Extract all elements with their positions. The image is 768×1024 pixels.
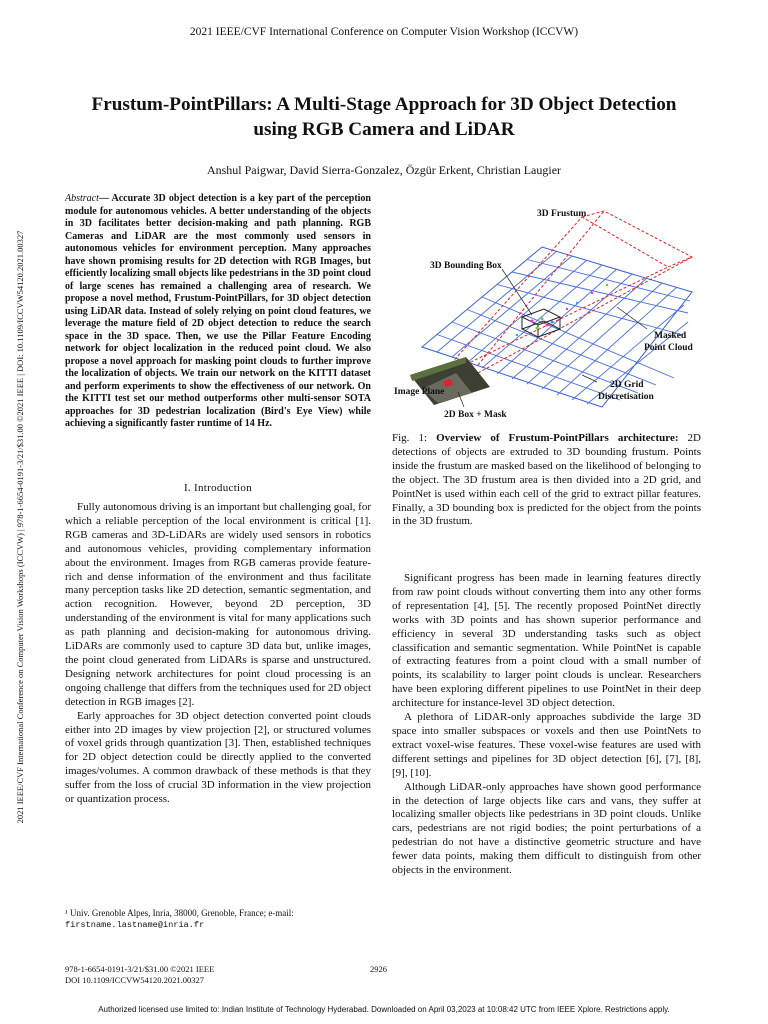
footer-identifiers <box>65 964 214 985</box>
label-3d-bounding-box: 3D Bounding Box <box>430 261 502 271</box>
abstract-label: Abstract <box>65 193 99 204</box>
label-image-plane: Image Plane <box>394 387 445 397</box>
label-3d-frustum: 3D Frustum <box>537 209 587 219</box>
caption-bold: Overview of Frustum-PointPillars architecture: <box>436 432 679 444</box>
figure-1-illustration <box>392 197 701 419</box>
abstract <box>65 193 371 431</box>
abstract-text: — Accurate 3D object detection is a key part of the perception module for autonomous vehicles. A better understanding of the objects in 3D facilitates better decision-making and path planning. RGB Cameras and LiDAR are the most commonly used sensors in autonomous vehicles for environment perception. Many approaches have shown promising results for 2D detection with RGB Images, but efficiently localizing small objects like pedestrians in the 3D point cloud of large scenes has remained a challenging area of research. We propose a novel method, Frustum-PointPillars, for 3D object detection using LiDAR data. Instead of solely relying on point cloud features, we leverage the mature field of 2D object detection to reduce the search space in the 3D space. Then, we use the Pillar Feature Encoding network for object localization in the reduced point cloud. We also propose a novel approach for masking point clouds to further improve the localization of objects. We train our network on the KITTI dataset and perform experiments to show the effectiveness of our network. On the KITTI test set our method outperforms other multi-sensor SOTA approaches for 3D pedestrian localization (Bird's Eye View) while achieving a significantly faster runtime of 14 Hz. <box>65 193 371 429</box>
left-column-body <box>65 501 371 807</box>
right-column-body <box>392 572 701 878</box>
paragraph: Early approaches for 3D object detection converted point clouds either into 2D images by view projection [2], or structured volumes of voxel grids through quantization [3]. Then, established techniques for 2D object detection could be directly applied to the converted images/volumes. A common drawback of these methods is that they suffer from the loss of crucial 3D information in the view projection or quantization process. <box>65 709 371 806</box>
label-masked: Masked <box>654 331 687 341</box>
figure-1 <box>392 197 701 419</box>
label-2d-box-mask: 2D Box + Mask <box>444 410 507 419</box>
title-line-2: using RGB Camera and LiDAR <box>253 119 515 140</box>
sidebar-citation: 2021 IEEE/CVF International Conference on Computer Vision Workshops (ICCVW) | 978-1-6654-0191-3/21/$31.00 ©2021 IEEE | DOI: 10.1109/ICCVW54120.2021.00327 <box>15 230 25 824</box>
download-notice: Authorized licensed use limited to: Indian Institute of Technology Hyderabad. Downloaded on April 03,2023 at 10:08:42 UTC from IEEE Xplore. Restrictions apply. <box>98 1005 670 1014</box>
footer-doi: DOI 10.1109/ICCVW54120.2021.00327 <box>65 974 204 985</box>
label-discretisation: Discretisation <box>598 392 654 402</box>
footnote-email: firstname.lastname@inria.fr <box>65 919 205 930</box>
caption-text: 2D detections of objects are extruded to 3D bounding frustum. Points inside the frustum are masked based on the likelihood of belonging to the object. The 3D frustum area is then divided into a 2D grid, and PointNet is used within each cell of the grid to extract pillar features. Finally, a 3D bounding box is predicted for the object from the points in the 3D frustum. <box>392 432 701 528</box>
author-list: Anshul Paigwar, David Sierra-Gonzalez, Özgür Erkent, Christian Laugier <box>206 163 562 177</box>
page-number: 2926 <box>370 964 387 974</box>
footnote-text: ¹ Univ. Grenoble Alpes, Inria, 38000, Grenoble, France; e-mail: <box>65 908 294 918</box>
label-point-cloud: Point Cloud <box>644 343 693 353</box>
label-2d-grid: 2D Grid <box>610 380 644 390</box>
figure-1-caption <box>392 432 701 529</box>
paragraph: A plethora of LiDAR-only approaches subdivide the large 3D space into smaller subspaces or voxels and then use PointNets to extract voxel-wise features. These voxel-wise features are used with different settings and pipelines for 3D object detection [6], [7], [8], [9], [10]. <box>392 711 701 779</box>
paragraph: Although LiDAR-only approaches have shown good performance in the detection of large objects like cars and vans, they suffer at localizing smaller objects like pedestrians in 3D point clouds. Unlike cars, pedestrians are not rigid bodies; the point perturbations of a pedestrian do not have a distinctive geometric structure and have fewer data points, making them difficult to distinguish from other objects in the environment. <box>392 780 701 877</box>
paragraph: Significant progress has been made in learning features directly from raw point clouds without converting them into any other forms of representation [4], [5]. The recently proposed PointNet directly works with 3D points and has shown superior performance and efficiency in several 3D understanding tasks such as object classification and semantic segmentation. While PointNet is capable of extracting features from a point cloud with a small number of points, its scalability to larger point clouds is unclear. Researchers have been exploring different pipelines to use PointNet in their deep architecture for instance-level 3D object detection. <box>392 572 701 710</box>
conference-header: 2021 IEEE/CVF International Conference on Computer Vision Workshop (ICCVW) <box>189 26 579 38</box>
caption-prefix: Fig. 1: <box>392 432 437 444</box>
paragraph: Fully autonomous driving is an important but challenging goal, for which a reliable perception of the local environment is critical [1]. RGB cameras and 3D-LiDARs are widely used sensors in robotics and autonomous vehicles, providing complementary information about the environment. Images from RGB cameras provide feature-rich and dense information of the environment and thus facilitate many perception tasks like 2D detection, semantic segmentation, and action recognition. However, beyond 2D perception, 3D understanding of the environment is vital for many applications such as path planning and decision-making for autonomous driving. LiDARs are commonly used to capture 3D data but, unlike images, the point cloud generated from LiDARs is sparse and unstructured. Designing network architectures for point cloud processing is an ongoing challenge that differs from the techniques used for 2D object detection in RGB images [2]. <box>65 501 371 708</box>
title-line-1: Frustum-PointPillars: A Multi-Stage Approach for 3D Object Detection <box>91 94 677 115</box>
section-heading-introduction: I. Introduction <box>183 482 253 494</box>
footnote <box>65 908 371 931</box>
paper-title <box>40 92 728 142</box>
footer-isbn: 978-1-6654-0191-3/21/$31.00 ©2021 IEEE <box>65 964 215 974</box>
